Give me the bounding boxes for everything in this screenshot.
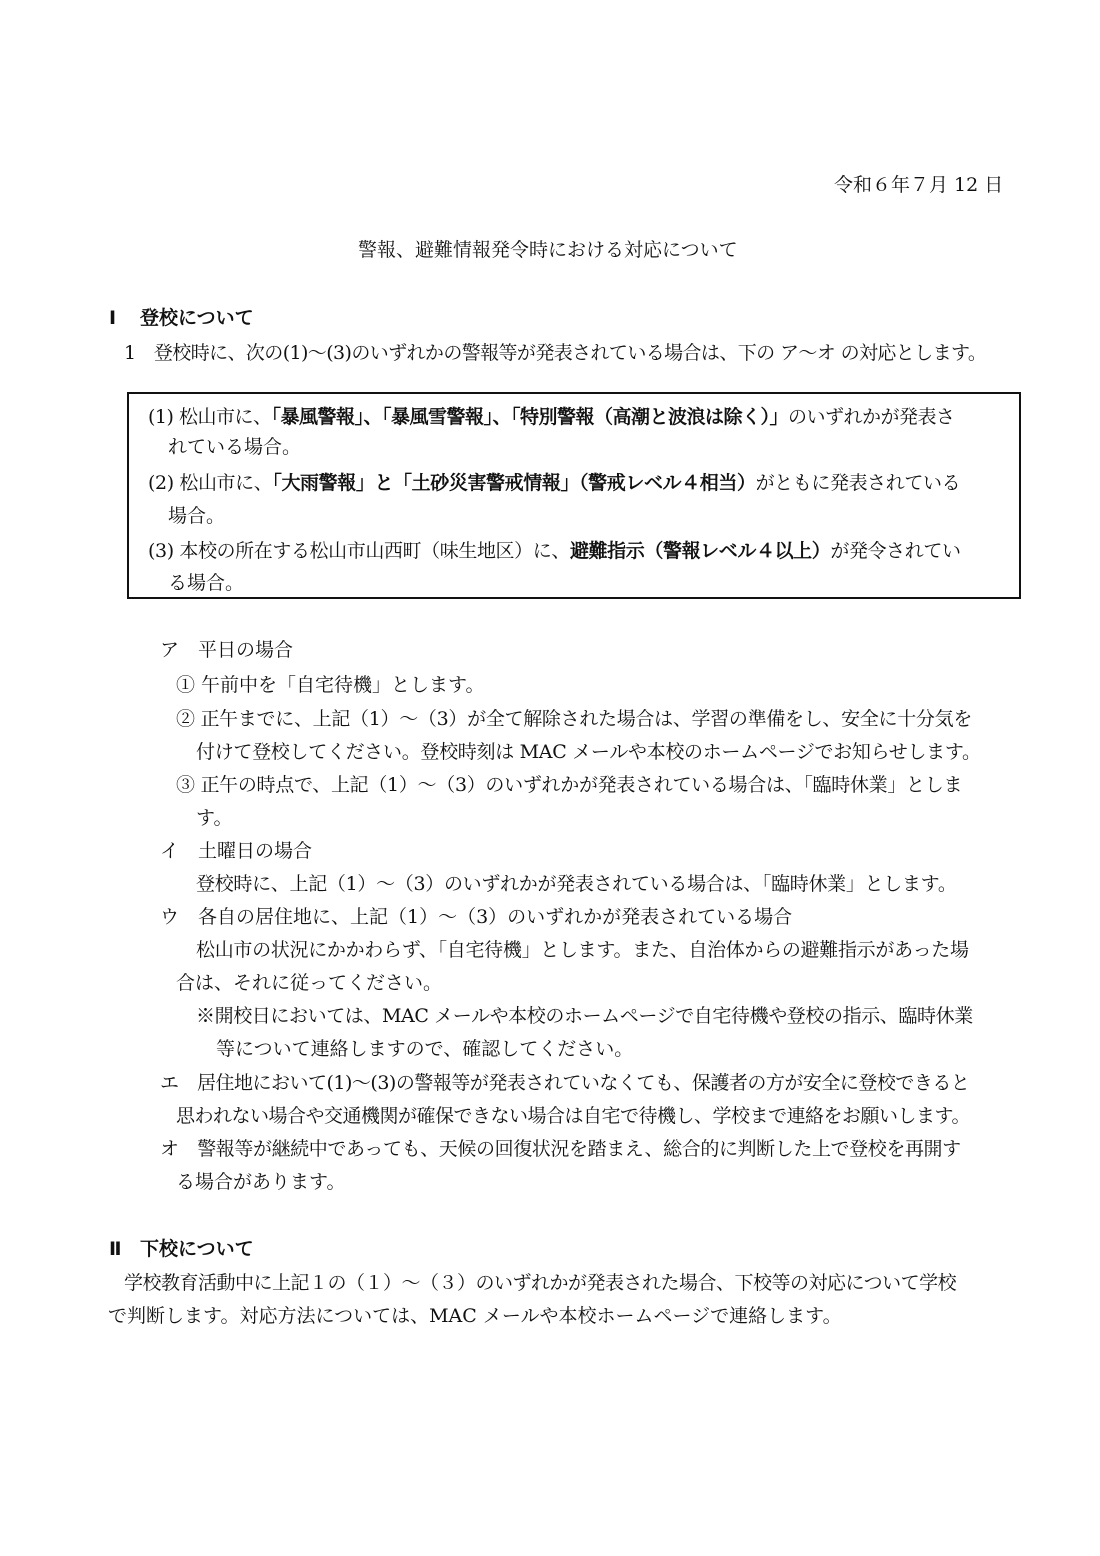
section2-heading: 下校について [140, 1238, 254, 1260]
condition-2-prefix: (2) 松山市に、 [148, 472, 273, 494]
condition-3-continued: る場合。 [168, 572, 245, 594]
condition-2-suffix: がともに発表されている [755, 472, 961, 494]
case-a-line3-continued: す。 [196, 807, 233, 829]
case-a-line1: ① 午前中を「自宅待機」とします。 [176, 674, 485, 696]
condition-3 [148, 538, 961, 564]
condition-1-prefix: (1) 松山市に、 [148, 406, 272, 428]
section2-heading-number: Ⅱ [109, 1238, 122, 1260]
case-u-note-continued: 等について連絡しますので、確認してください。 [216, 1038, 634, 1060]
document-title: 警報、避難情報発令時における対応について [358, 239, 738, 261]
condition-1-suffix: のいずれかが発表さ [787, 406, 955, 428]
case-i-heading: イ 土曜日の場合 [160, 840, 313, 862]
case-u-heading: ウ 各自の居住地に、上記（1）～（3）のいずれかが発表されている場合 [160, 906, 793, 928]
condition-3-prefix: (3) 本校の所在する松山市山西町（味生地区）に、 [148, 540, 570, 562]
section1-heading: 登校について [140, 307, 254, 329]
section1-heading-number: Ⅰ [109, 307, 117, 329]
case-u-line1: 松山市の状況にかかわらず、「自宅待機」とします。また、自治体からの避難指示があった場 [196, 939, 969, 961]
case-a-line2-continued: 付けて登校してください。登校時刻は MAC メールや本校のホームページでお知らせします。 [196, 741, 981, 763]
section1-item1: 1 登校時に、次の(1)～(3)のいずれかの警報等が発表されている場合は、下の ア～オ の対応とします。 [124, 342, 987, 364]
condition-2-bold: 「大雨警報」と「土砂災害警戒情報」（警戒レベル４相当） [272, 472, 756, 494]
condition-3-suffix: が発令されてい [830, 540, 961, 562]
section2-line1-continued: で判断します。対応方法については、MAC メールや本校ホームページで連絡します。 [108, 1305, 842, 1327]
case-a-heading: ア 平日の場合 [160, 639, 294, 661]
case-u-note: ※開校日においては、MAC メールや本校のホームページで自宅待機や登校の指示、臨時休業 [196, 1005, 973, 1027]
condition-1-bold: 「暴風警報」、「暴風雪警報」、「特別警報（高潮と波浪は除く）」 [271, 406, 788, 428]
condition-2 [148, 470, 960, 496]
condition-1 [148, 404, 955, 430]
case-a-line3: ③ 正午の時点で、上記（1）～（3）のいずれかが発表されている場合は、「臨時休業」としま [176, 774, 963, 796]
case-a-line2: ② 正午までに、上記（1）～（3）が全て解除された場合は、学習の準備をし、安全に十分気を [176, 708, 973, 730]
section2-line1: 学校教育活動中に上記１の（１）～（３）のいずれかが発表された場合、下校等の対応について学校 [124, 1272, 957, 1294]
condition-1-continued: れている場合。 [168, 436, 302, 458]
case-u-line1-continued: 合は、それに従ってください。 [176, 972, 443, 994]
document-date: 令和６年７月 12 日 [834, 174, 1004, 196]
case-i-line1: 登校時に、上記（1）～（3）のいずれかが発表されている場合は、「臨時休業」とします。 [196, 873, 957, 895]
case-e-line1: エ 居住地において(1)～(3)の警報等が発表されていなくても、保護者の方が安全に登校できると [160, 1072, 970, 1094]
case-o-line1-continued: る場合があります。 [176, 1171, 346, 1193]
case-o-line1: オ 警報等が継続中であっても、天候の回復状況を踏まえ、総合的に判断した上で登校を再開す [160, 1138, 961, 1160]
case-e-line1-continued: 思われない場合や交通機関が確保できない場合は自宅で待機し、学校まで連絡をお願いします。 [176, 1105, 970, 1127]
condition-2-continued: 場合。 [168, 505, 226, 527]
condition-3-bold: 避難指示（警報レベル４以上） [569, 540, 831, 562]
